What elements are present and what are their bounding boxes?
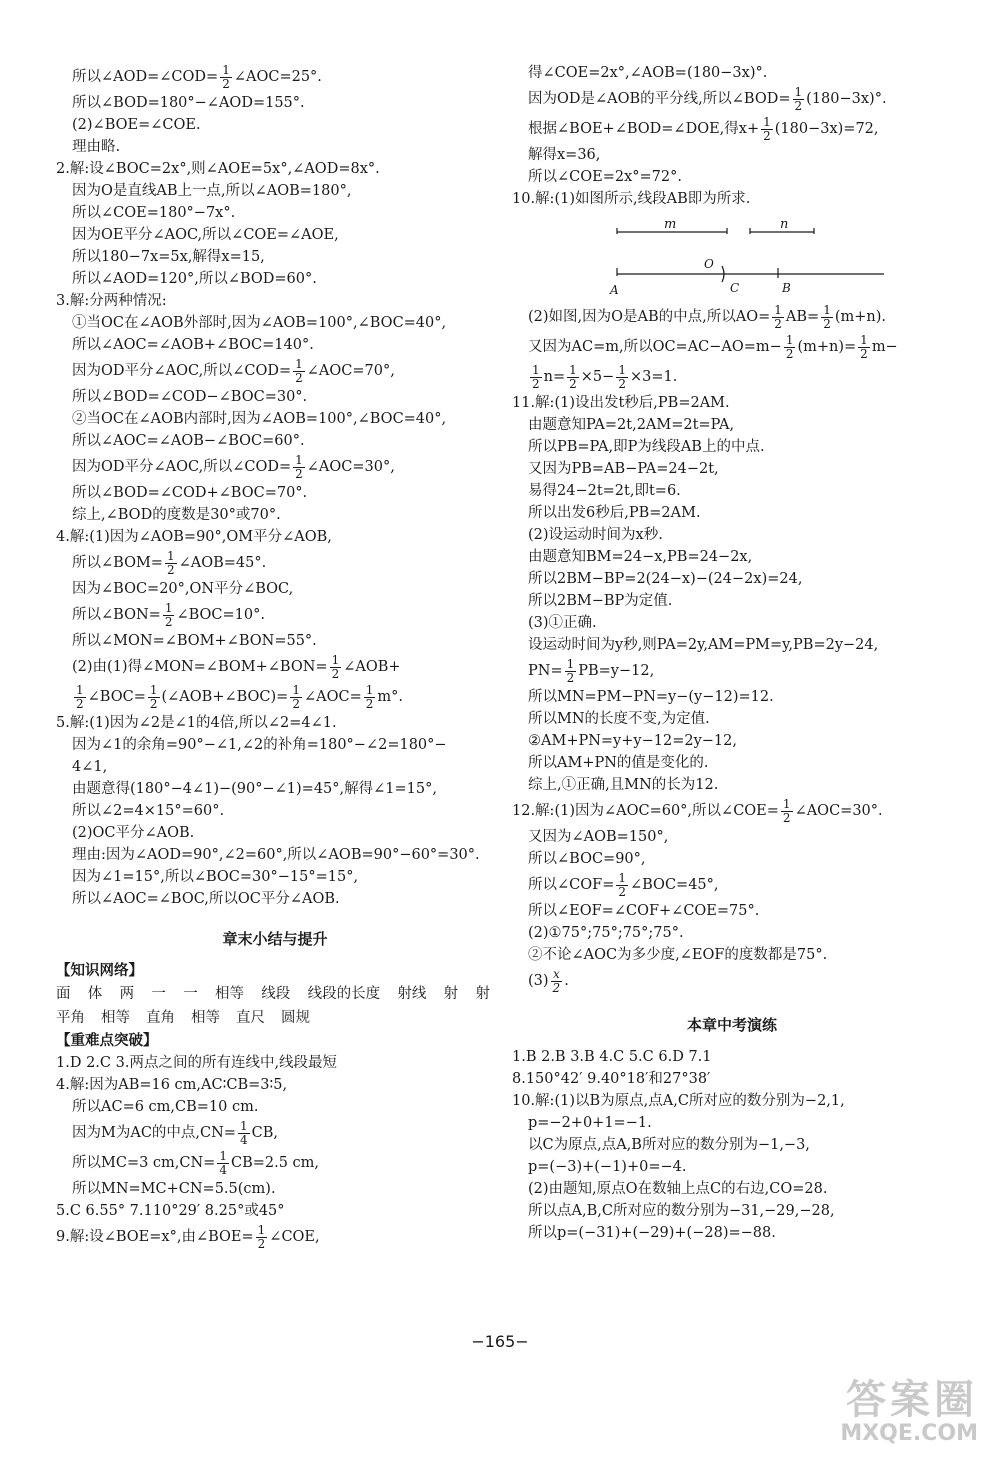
text-line: 5.解:(1)因为∠2是∠1的4倍,所以∠2=4∠1. (56, 715, 337, 731)
text-line: 因为∠BOC=20°,ON平分∠BOC, (72, 581, 294, 597)
fraction-half: $\frac{1}{2}$ (566, 656, 575, 685)
text-line: 综上,①正确,且MN的长为12. (528, 777, 719, 793)
fraction-half: $\frac{1}{2}$ (257, 1222, 266, 1251)
fraction-half: $\frac{1}{2}$ (222, 62, 230, 91)
fraction-half: $\frac{1}{2}$ (569, 362, 577, 391)
text-line: 所以180−7x=5x,解得x=15, (72, 249, 265, 265)
fraction-half: $\frac{1}{2}$ (365, 682, 374, 711)
text-line: 8.150°42′ 9.40°18′和27°38′ (512, 1071, 711, 1087)
text-line: 又因为PB=AB−PA=24−2t, (528, 461, 719, 477)
fraction-half: $\frac{1}{2}$ (763, 114, 771, 143)
text-line: 所以∠BON= $\frac{1}{2}$ ∠BOC=10°. (72, 600, 265, 629)
text-line: 因为OE平分∠AOC,所以∠COE=∠AOE, (72, 227, 339, 243)
segment-figure (512, 216, 952, 298)
watermark-logo (778, 1378, 978, 1448)
text-line: PN= $\frac{1}{2}$ PB=y−12, (528, 656, 655, 685)
text-line: 所以∠AOC=∠AOB−∠BOC=60°. (72, 433, 305, 449)
text-line: 因为OD平分∠AOC,所以∠COD= $\frac{1}{2}$ ∠AOC=30°, (72, 452, 395, 481)
text-line: 因为OD平分∠AOC,所以∠COD= $\frac{1}{2}$ ∠AOC=70°, (72, 356, 395, 385)
fraction-half: $\frac{1}{2}$ (782, 796, 791, 825)
text-line: 所以∠BOM= $\frac{1}{2}$ ∠AOB=45°. (72, 548, 267, 577)
fraction-half: $\frac{1}{2}$ (166, 548, 175, 577)
fraction-half: $\frac{1}{2}$ (532, 362, 540, 391)
keyword-row: 面 体 两 一 一 相等 线段 线段的长度 射线 射 射 (56, 986, 490, 1002)
text-line: (3) $\frac{x}{2}$ . (528, 966, 569, 995)
text-line: 所以点A,B,C所对应的数分别为−31,−29,−28, (528, 1203, 835, 1219)
text-line: 所以MN的长度不变,为定值. (528, 711, 710, 727)
text-line: 1.D 2.C 3.两点之间的所有连线中,线段最短 (56, 1055, 338, 1071)
text-line: ②不论∠AOC为多少度,∠EOF的度数都是75°. (528, 947, 828, 963)
text-line: 设运动时间为y秒,则PA=2y,AM=PM=y,PB=2y−24, (528, 637, 879, 653)
text-line: 1.B 2.B 3.B 4.C 5.C 6.D 7.1 (512, 1049, 712, 1065)
text-line: (2)如图,因为O是AB的中点,所以AO= $\frac{1}{2}$ AB= $\frac{1}{2}$ (m+n). (528, 302, 887, 331)
label-o: O (704, 257, 714, 271)
text-line: 所以出发6秒后,PB=2AM. (528, 505, 701, 521)
fraction-half: $\frac{1}{2}$ (860, 332, 868, 361)
text-line: 所以∠AOC=∠AOB+∠BOC=140°. (72, 337, 314, 353)
text-line: 又因为AC=m,所以OC=AC−AO=m− $\frac{1}{2}$ (m+n)= $\frac{1}{2}$ m− (528, 332, 898, 361)
fraction-half: $\frac{1}{2}$ (149, 682, 158, 711)
text-line: 3.解:分两种情况: (56, 293, 167, 309)
keyword-row: 平角 相等 直角 相等 直尺 圆规 (56, 1010, 310, 1026)
fraction-half: $\frac{1}{2}$ (785, 332, 794, 361)
text-line: 所以∠BOD=180°−∠AOD=155°. (72, 95, 305, 111)
text-line: 9.解:设∠BOE=x°,由∠BOE= $\frac{1}{2}$ ∠COE, (56, 1222, 320, 1251)
text-line: 所以MN=MC+CN=5.5(cm). (72, 1181, 276, 1197)
watermark-text: 答案圈 (846, 1377, 978, 1423)
fraction-half: $\frac{1}{2}$ (618, 870, 626, 899)
fraction-quarter: $\frac{1}{4}$ (239, 1118, 248, 1147)
fraction-half: $\frac{1}{2}$ (774, 302, 782, 331)
text-line: 所以p=(−31)+(−29)+(−28)=−88. (528, 1225, 776, 1241)
text-line: (2)由(1)得∠MON=∠BOM+∠BON= $\frac{1}{2}$ ∠AOB+ (72, 652, 401, 681)
text-line: 得∠COE=2x°,∠AOB=(180−3x)°. (528, 65, 768, 81)
text-line: (3)①正确. (528, 615, 597, 631)
text-line: 因为OD是∠AOB的平分线,所以∠BOD= $\frac{1}{2}$ (180−3x)°. (528, 84, 887, 113)
text-line: 所以∠AOD=120°,所以∠BOD=60°. (72, 271, 317, 287)
text-line: 所以2BM−BP为定值. (528, 593, 673, 609)
label-c: C (730, 281, 740, 295)
text-line: ①当OC在∠AOB外部时,因为∠AOB=100°,∠BOC=40°, (72, 315, 447, 331)
text-line: 所以MC=3 cm,CN= $\frac{1}{4}$ CB=2.5 cm, (72, 1148, 320, 1177)
text-line: 因为∠1=15°,所以∠BOC=30°−15°=15°, (72, 869, 359, 885)
label-b: B (782, 281, 791, 295)
text-line: $\frac{1}{2}$ n= $\frac{1}{2}$ ×5− $\frac{1}{2}$ ×3=1. (532, 362, 678, 391)
fraction-half: $\frac{1}{2}$ (292, 682, 300, 711)
text-line: 11.解:(1)设出发t秒后,PB=2AM. (512, 395, 730, 411)
fraction-half: $\frac{1}{2}$ (618, 362, 626, 391)
text-line: ②AM+PN=y+y−12=2y−12, (528, 733, 737, 749)
page-number: −165− (471, 1332, 529, 1351)
text-line: 所以AC=6 cm,CB=10 cm. (72, 1099, 259, 1115)
watermark-url: MXQE.COM (840, 1421, 978, 1446)
text-line: 所以AM+PN的值是变化的. (528, 755, 709, 771)
text-line: 所以∠COF= $\frac{1}{2}$ ∠BOC=45°, (528, 870, 719, 899)
segment-diagram (512, 216, 952, 298)
text-line: 又因为∠AOB=150°, (528, 829, 669, 845)
text-line: (2)∠BOE=∠COE. (72, 117, 201, 133)
label-n: n (780, 217, 789, 232)
text-line: 所以2BM−BP=2(24−x)−(24−2x)=24, (528, 571, 803, 587)
text-line: $\frac{1}{2}$ ∠BOC= $\frac{1}{2}$ (∠AOB+∠BOC)= $\frac{1}{2}$ ∠AOC= $\frac{1}{2}$ m°. (76, 682, 403, 711)
text-line: 理由:因为∠AOD=90°,∠2=60°,所以∠AOB=90°−60°=30°. (72, 847, 480, 863)
text-line: 由题意得(180°−4∠1)−(90°−∠1)=45°,解得∠1=15°, (72, 781, 437, 797)
fraction-half: $\frac{1}{2}$ (295, 356, 303, 385)
section-heading: 本章中考演练 (686, 1016, 777, 1034)
label-a: A (610, 283, 619, 297)
text-line: 所以∠BOD=∠COD+∠BOC=70°. (72, 485, 308, 501)
text-line: 根据∠BOE+∠BOD=∠DOE,得x+ $\frac{1}{2}$ (180−3x)=72, (528, 114, 879, 143)
text-line: (2)由题知,原点O在数轴上点C的右边,CO=28. (528, 1181, 828, 1197)
text-line: 12.解:(1)因为∠AOC=60°,所以∠COE= $\frac{1}{2}$ ∠AOC=30°. (512, 796, 883, 825)
text-line: 所以∠MON=∠BOM+∠BON=55°. (72, 633, 317, 649)
text-line: 4.解:(1)因为∠AOB=90°,OM平分∠AOB, (56, 529, 332, 545)
text-line: 由题意知PA=2t,2AM=2t=PA, (528, 417, 735, 433)
text-line: ②当OC在∠AOB内部时,因为∠AOB=100°,∠BOC=40°, (72, 411, 447, 427)
fraction-half: $\frac{1}{2}$ (794, 84, 803, 113)
text-line: 所以∠AOC=∠BOC,所以OC平分∠AOB. (72, 891, 340, 907)
text-line: 因为M为AC的中点,CN= $\frac{1}{4}$ CB, (72, 1118, 278, 1147)
text-line: 由题意知BM=24−x,PB=24−2x, (528, 549, 753, 565)
label-m: m (664, 217, 677, 232)
text-line: (2)设运动时间为x秒. (528, 527, 663, 543)
text-line: 所以PB=PA,即P为线段AB上的中点. (528, 439, 765, 455)
text-line: 10.解:(1)如图所示,线段AB即为所求. (512, 191, 751, 207)
text-line: p=−2+0+1=−1. (528, 1115, 652, 1131)
fraction-half: $\frac{1}{2}$ (823, 302, 831, 331)
text-line: 因为O是直线AB上一点,所以∠AOB=180°, (72, 183, 352, 199)
subsection-tag: 【重难点突破】 (56, 1032, 158, 1049)
right-column (512, 62, 952, 1244)
text-line: 所以∠COE=2x°=72°. (528, 169, 682, 185)
text-line: 所以∠2=4×15°=60°. (72, 803, 225, 819)
fraction-x-half: $\frac{x}{2}$ (552, 966, 561, 995)
text-line: 所以∠AOD=∠COD= $\frac{1}{2}$ ∠AOC=25°. (72, 62, 322, 91)
fraction-quarter: $\frac{1}{4}$ (219, 1148, 227, 1177)
text-line: 5.C 6.55° 7.110°29′ 8.25°或45° (56, 1203, 285, 1219)
text-line: 理由略. (72, 139, 121, 155)
text-line: (2)OC平分∠AOB. (72, 825, 195, 841)
text-line: 所以MN=PM−PN=y−(y−12)=12. (528, 689, 774, 705)
text-line: 以C为原点,点A,B所对应的数分别为−1,−3, (528, 1137, 810, 1153)
text-line: p=(−3)+(−1)+0=−4. (528, 1159, 687, 1175)
text-line: 解得x=36, (528, 147, 601, 163)
left-column (56, 62, 494, 1252)
text-line: 4.解:因为AB=16 cm,AC∶CB=3∶5, (56, 1077, 288, 1093)
text-line: 4∠1, (72, 759, 108, 775)
text-line: 所以∠BOD=∠COD−∠BOC=30°. (72, 389, 308, 405)
text-line: (2)①75°;75°;75°;75°. (528, 925, 684, 941)
fraction-half: $\frac{1}{2}$ (295, 452, 303, 481)
text-line: 综上,∠BOD的度数是30°或70°. (72, 507, 281, 523)
text-line: 因为∠1的余角=90°−∠1,∠2的补角=180°−∠2=180°− (72, 737, 447, 753)
fraction-half: $\frac{1}{2}$ (76, 682, 84, 711)
text-line: 2.解:设∠BOC=2x°,则∠AOE=5x°,∠AOD=8x°. (56, 161, 380, 177)
fraction-half: $\frac{1}{2}$ (331, 652, 340, 681)
text-line: 所以∠COE=180°−7x°. (72, 205, 236, 221)
subsection-tag: 【知识网络】 (56, 962, 143, 979)
fraction-half: $\frac{1}{2}$ (164, 600, 173, 629)
text-line: 所以∠EOF=∠COF+∠COE=75°. (528, 903, 760, 919)
text-line: 易得24−2t=2t,即t=6. (528, 483, 681, 499)
section-heading: 章末小结与提升 (222, 930, 328, 948)
text-line: 10.解:(1)以B为原点,点A,C所对应的数分别为−2,1, (512, 1093, 845, 1109)
text-line: 所以∠BOC=90°, (528, 851, 646, 867)
